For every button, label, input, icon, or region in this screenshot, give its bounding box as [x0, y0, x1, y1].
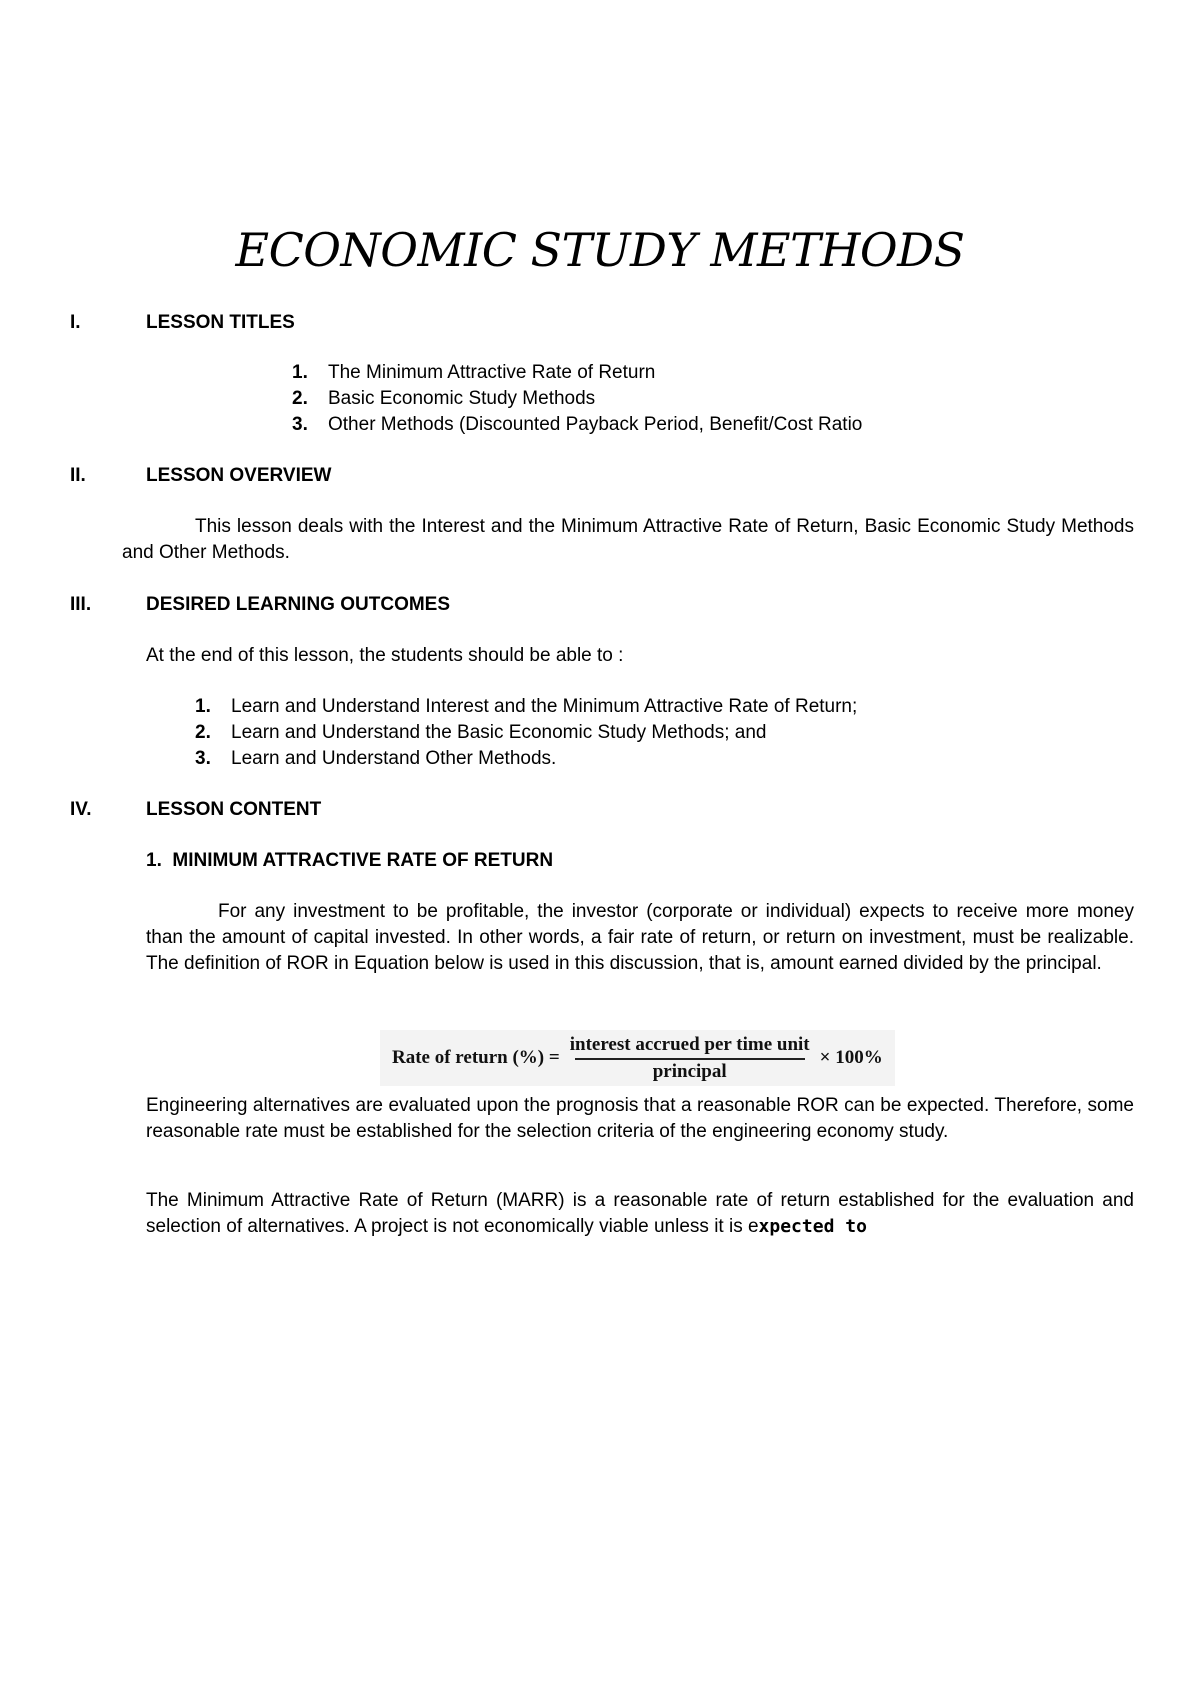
list-item-number: 1. [292, 362, 308, 383]
list-item-text: Learn and Understand Interest and the Minimum Attractive Rate of Return; [231, 696, 858, 717]
marr-paragraph-3 [146, 1188, 1134, 1240]
outcomes-list [195, 694, 1125, 772]
outcomes-intro: At the end of this lesson, the students should be able to : [146, 645, 624, 666]
list-item-number: 3. [292, 414, 308, 435]
section-number-1: I. [70, 312, 81, 333]
list-item-text: Basic Economic Study Methods [328, 388, 596, 409]
equation-rhs: × 100% [819, 1047, 883, 1068]
paragraph-3-text: The Minimum Attractive Rate of Return (MARR) is a reasonable rate of return established for the evaluation and selection of alternatives. A project is not economically viable unless it is e [146, 1190, 1134, 1237]
equation-numerator: interest accrued per time unit [569, 1033, 810, 1055]
list-item-number: 2. [292, 388, 308, 409]
list-item [292, 386, 1092, 412]
list-item-text: The Minimum Attractive Rate of Return [328, 362, 656, 383]
list-item-number: 3. [195, 748, 211, 769]
section-heading-lesson-titles: LESSON TITLES [146, 312, 295, 333]
equation-lhs: Rate of return (%) = [392, 1047, 560, 1068]
section-heading-lesson-overview: LESSON OVERVIEW [146, 465, 332, 486]
list-item-text: Learn and Understand the Basic Economic Study Methods; and [231, 722, 767, 743]
section-number-3: III. [70, 594, 92, 615]
list-item [195, 694, 1125, 720]
list-item [195, 720, 1125, 746]
list-item-number: 2. [195, 722, 211, 743]
marr-paragraph-1: For any investment to be profitable, the investor (corporate or individual) expects to receive more money than the amount of capital invested. In other words, a fair rate of return, or return on investment, must be realizable. The definition of ROR in Equation below is used in this discussion, that is, amount earned divided by the principal. [146, 901, 1134, 974]
paragraph-3-bold-text: xpected to [758, 1216, 867, 1237]
section-number-4: IV. [70, 799, 92, 820]
overview-paragraph: This lesson deals with the Interest and the Minimum Attractive Rate of Return, Basic Economic Study Methods and Other Methods. [122, 516, 1134, 563]
marr-paragraph-2: Engineering alternatives are evaluated upon the prognosis that a reasonable ROR can be expected. Therefore, some reasonable rate must be established for the selection criteria of the engineering economy study. [146, 1095, 1134, 1142]
list-item [292, 360, 1092, 386]
equation-denominator: principal [652, 1060, 727, 1082]
list-item-number: 1. [195, 696, 211, 717]
page-title: ECONOMIC STUDY METHODS [235, 223, 965, 277]
list-item-text: Learn and Understand Other Methods. [231, 748, 557, 769]
list-item-text: Other Methods (Discounted Payback Period, Benefit/Cost Ratio [328, 414, 863, 435]
subsection-heading-marr: 1. MINIMUM ATTRACTIVE RATE OF RETURN [146, 850, 554, 871]
ror-equation [380, 1030, 895, 1086]
list-item [195, 746, 1125, 772]
section-number-2: II. [70, 465, 86, 486]
section-heading-lesson-content: LESSON CONTENT [146, 799, 322, 820]
equation-fraction [568, 1034, 812, 1083]
lesson-titles-list [292, 360, 1092, 438]
section-heading-desired-learning-outcomes: DESIRED LEARNING OUTCOMES [146, 594, 451, 615]
list-item [292, 412, 1092, 438]
